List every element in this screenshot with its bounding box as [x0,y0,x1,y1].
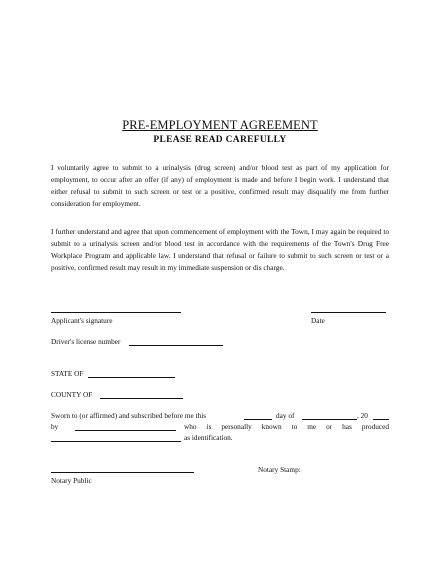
notary-public-label: Notary Public [51,476,92,485]
year-prefix-text: , 20 [357,411,368,420]
license-line [129,345,223,346]
day-of-text: day of [276,411,295,420]
day-line [244,419,272,420]
state-label: STATE OF [51,369,84,378]
applicant-signature-label: Applicant's signature [51,316,113,325]
notary-stamp-label: Notary Stamp: [258,465,301,474]
by-text: by [51,422,59,431]
state-line [88,377,175,378]
employment-paragraph: I further understand and agree that upon commencement of employment with the Town, I may again be required to submit to a urinalysis screen and/or blood test in accordance with the requirements of the Town's Drug Free Workplace Program and applicable law. I understand that refusal or failure to submit to such screen or test or a positive, confirmed result may result in my immediate suspension or dis charge. [51,227,389,273]
license-label: Driver's license number [51,337,121,346]
known-text: who is personally known to me or has produced [184,422,389,431]
notary-signature-line [51,472,194,473]
county-label: COUNTY OF [51,390,93,399]
date-line [311,312,386,313]
document-title: PRE-EMPLOYMENT AGREEMENT [122,118,318,132]
month-line [302,419,357,420]
sworn-text: Sworn to (or affirmed) and subscribed before me this [51,411,207,420]
by-name-line [75,430,176,431]
applicant-signature-line [51,312,181,313]
date-label: Date [311,316,325,325]
identification-line [51,441,181,442]
county-line [100,398,183,399]
year-line [373,419,389,420]
document-subtitle: PLEASE READ CAREFULLY [153,135,287,145]
identification-text: as identification. [184,433,233,442]
consent-paragraph: I voluntarily agree to submit to a urinalysis (drug screen) and/or blood test as part of my application for employment, to occur after an offer (if any) of employment is made and before I begin work. I understand that either refusal to submit to such screen or test or a positive, confirmed result may disqualify me from further consideration for employment. [51,163,389,209]
